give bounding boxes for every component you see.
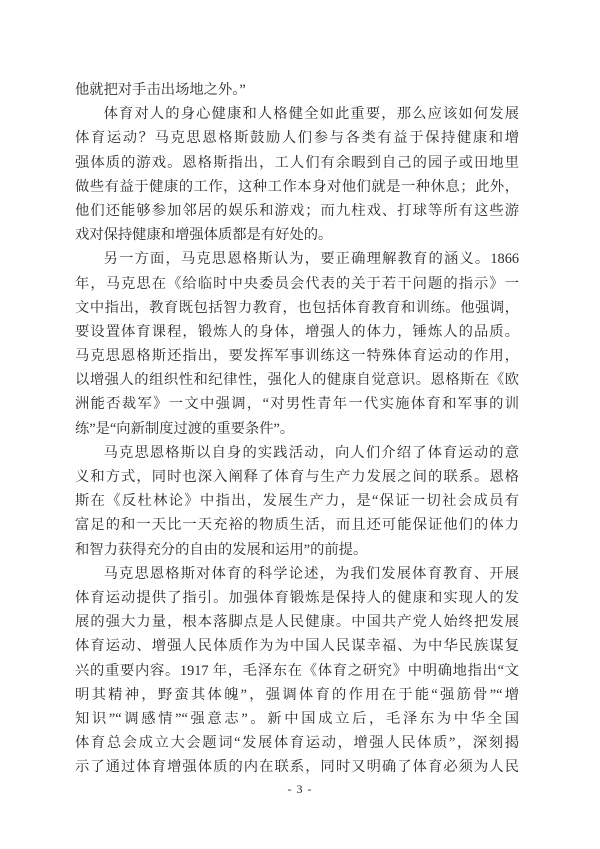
text-line: 他们还能够参加邻居的娱乐和游戏；而九柱戏、打球等所有这些游 [75, 202, 519, 219]
text-line: 他就把对手击出场地之外。” [75, 82, 246, 98]
text-line: 马克思恩格斯还指出，要发挥军事训练这一特殊体育运动的作用， [75, 348, 519, 365]
text-line: 练”是“向新制度过渡的重要条件”。 [75, 420, 295, 437]
text-line: 体育运动提供了指引。加强体育锻炼是保持人的健康和实现人的发 [75, 589, 519, 606]
text-line: 兴的重要内容。1917 年，毛泽东在《体育之研究》中明确地指出“文 [75, 662, 519, 679]
text-line: 文中指出，教育既包括智力教育，也包括体育教育和训练。他强调， [75, 299, 519, 316]
text-line: 洲能否裁军》一文中强调，“对男性青年一代实施体育和军事的训 [75, 396, 519, 413]
text-line: 和智力获得充分的自由的发展和运用”的前提。 [75, 541, 368, 558]
text-line: 以增强人的组织性和纪律性，强化人的健康自觉意识。恩格斯在《欧 [75, 372, 519, 389]
text-line: 明其精神，野蛮其体魄”，强调体育的作用在于能“强筋骨”“增 [75, 686, 519, 703]
text-line: 斯在《反杜林论》中指出，发展生产力，是“保证一切社会成员有 [75, 493, 519, 510]
text-line: 示了通过体育增强体质的内在联系，同时又明确了体育必须为人民 [75, 759, 519, 776]
text-line: 义和方式，同时也深入阐释了体育与生产力发展之间的联系。恩格 [75, 469, 519, 485]
text-line: 体育运动？马克思恩格斯鼓励人们参与各类有益于保持健康和增 [75, 130, 519, 147]
text-block [75, 78, 519, 779]
text-line: 年，马克思在《给临时中央委员会代表的关于若干问题的指示》一 [75, 275, 519, 292]
text-line: 做些有益于健康的工作，这种工作本身对他们就是一种休息；此外， [75, 178, 519, 195]
text-line: 另一方面，马克思恩格斯认为，要正确理解教育的涵义。1866 [103, 251, 519, 268]
text-line: 展的强大力量，根本落脚点是人民健康。中国共产党人始终把发展 [75, 614, 519, 631]
text-line: 强体质的游戏。恩格斯指出，工人们有余暇到自己的园子或田地里 [75, 154, 519, 171]
text-line: 体育对人的身心健康和人格健全如此重要，那么应该如何发展 [103, 106, 519, 123]
page-number: - 3 - [287, 782, 313, 796]
text-line: 知识”“调感情”“强意志”。新中国成立后，毛泽东为中华全国 [75, 710, 519, 727]
text-line: 要设置体育课程，锻炼人的身体，增强人的体力，锤炼人的品质。 [75, 323, 519, 340]
text-line: 体育总会成立大会题词“发展体育运动，增强人民体质”，深刻揭 [75, 735, 519, 752]
text-line: 体育运动、增强人民体质作为为中国人民谋幸福、为中华民族谋复 [75, 638, 519, 655]
text-line: 马克思恩格斯对体育的科学论述，为我们发展体育教育、开展 [103, 565, 519, 582]
text-line: 戏对保持健康和增强体质都是有好处的。 [75, 227, 333, 244]
text-line: 马克思恩格斯以自身的实践活动，向人们介绍了体育运动的意 [103, 444, 519, 461]
text-line: 富足的和一天比一天充裕的物质生活，而且还可能保证他们的体力 [75, 517, 519, 534]
